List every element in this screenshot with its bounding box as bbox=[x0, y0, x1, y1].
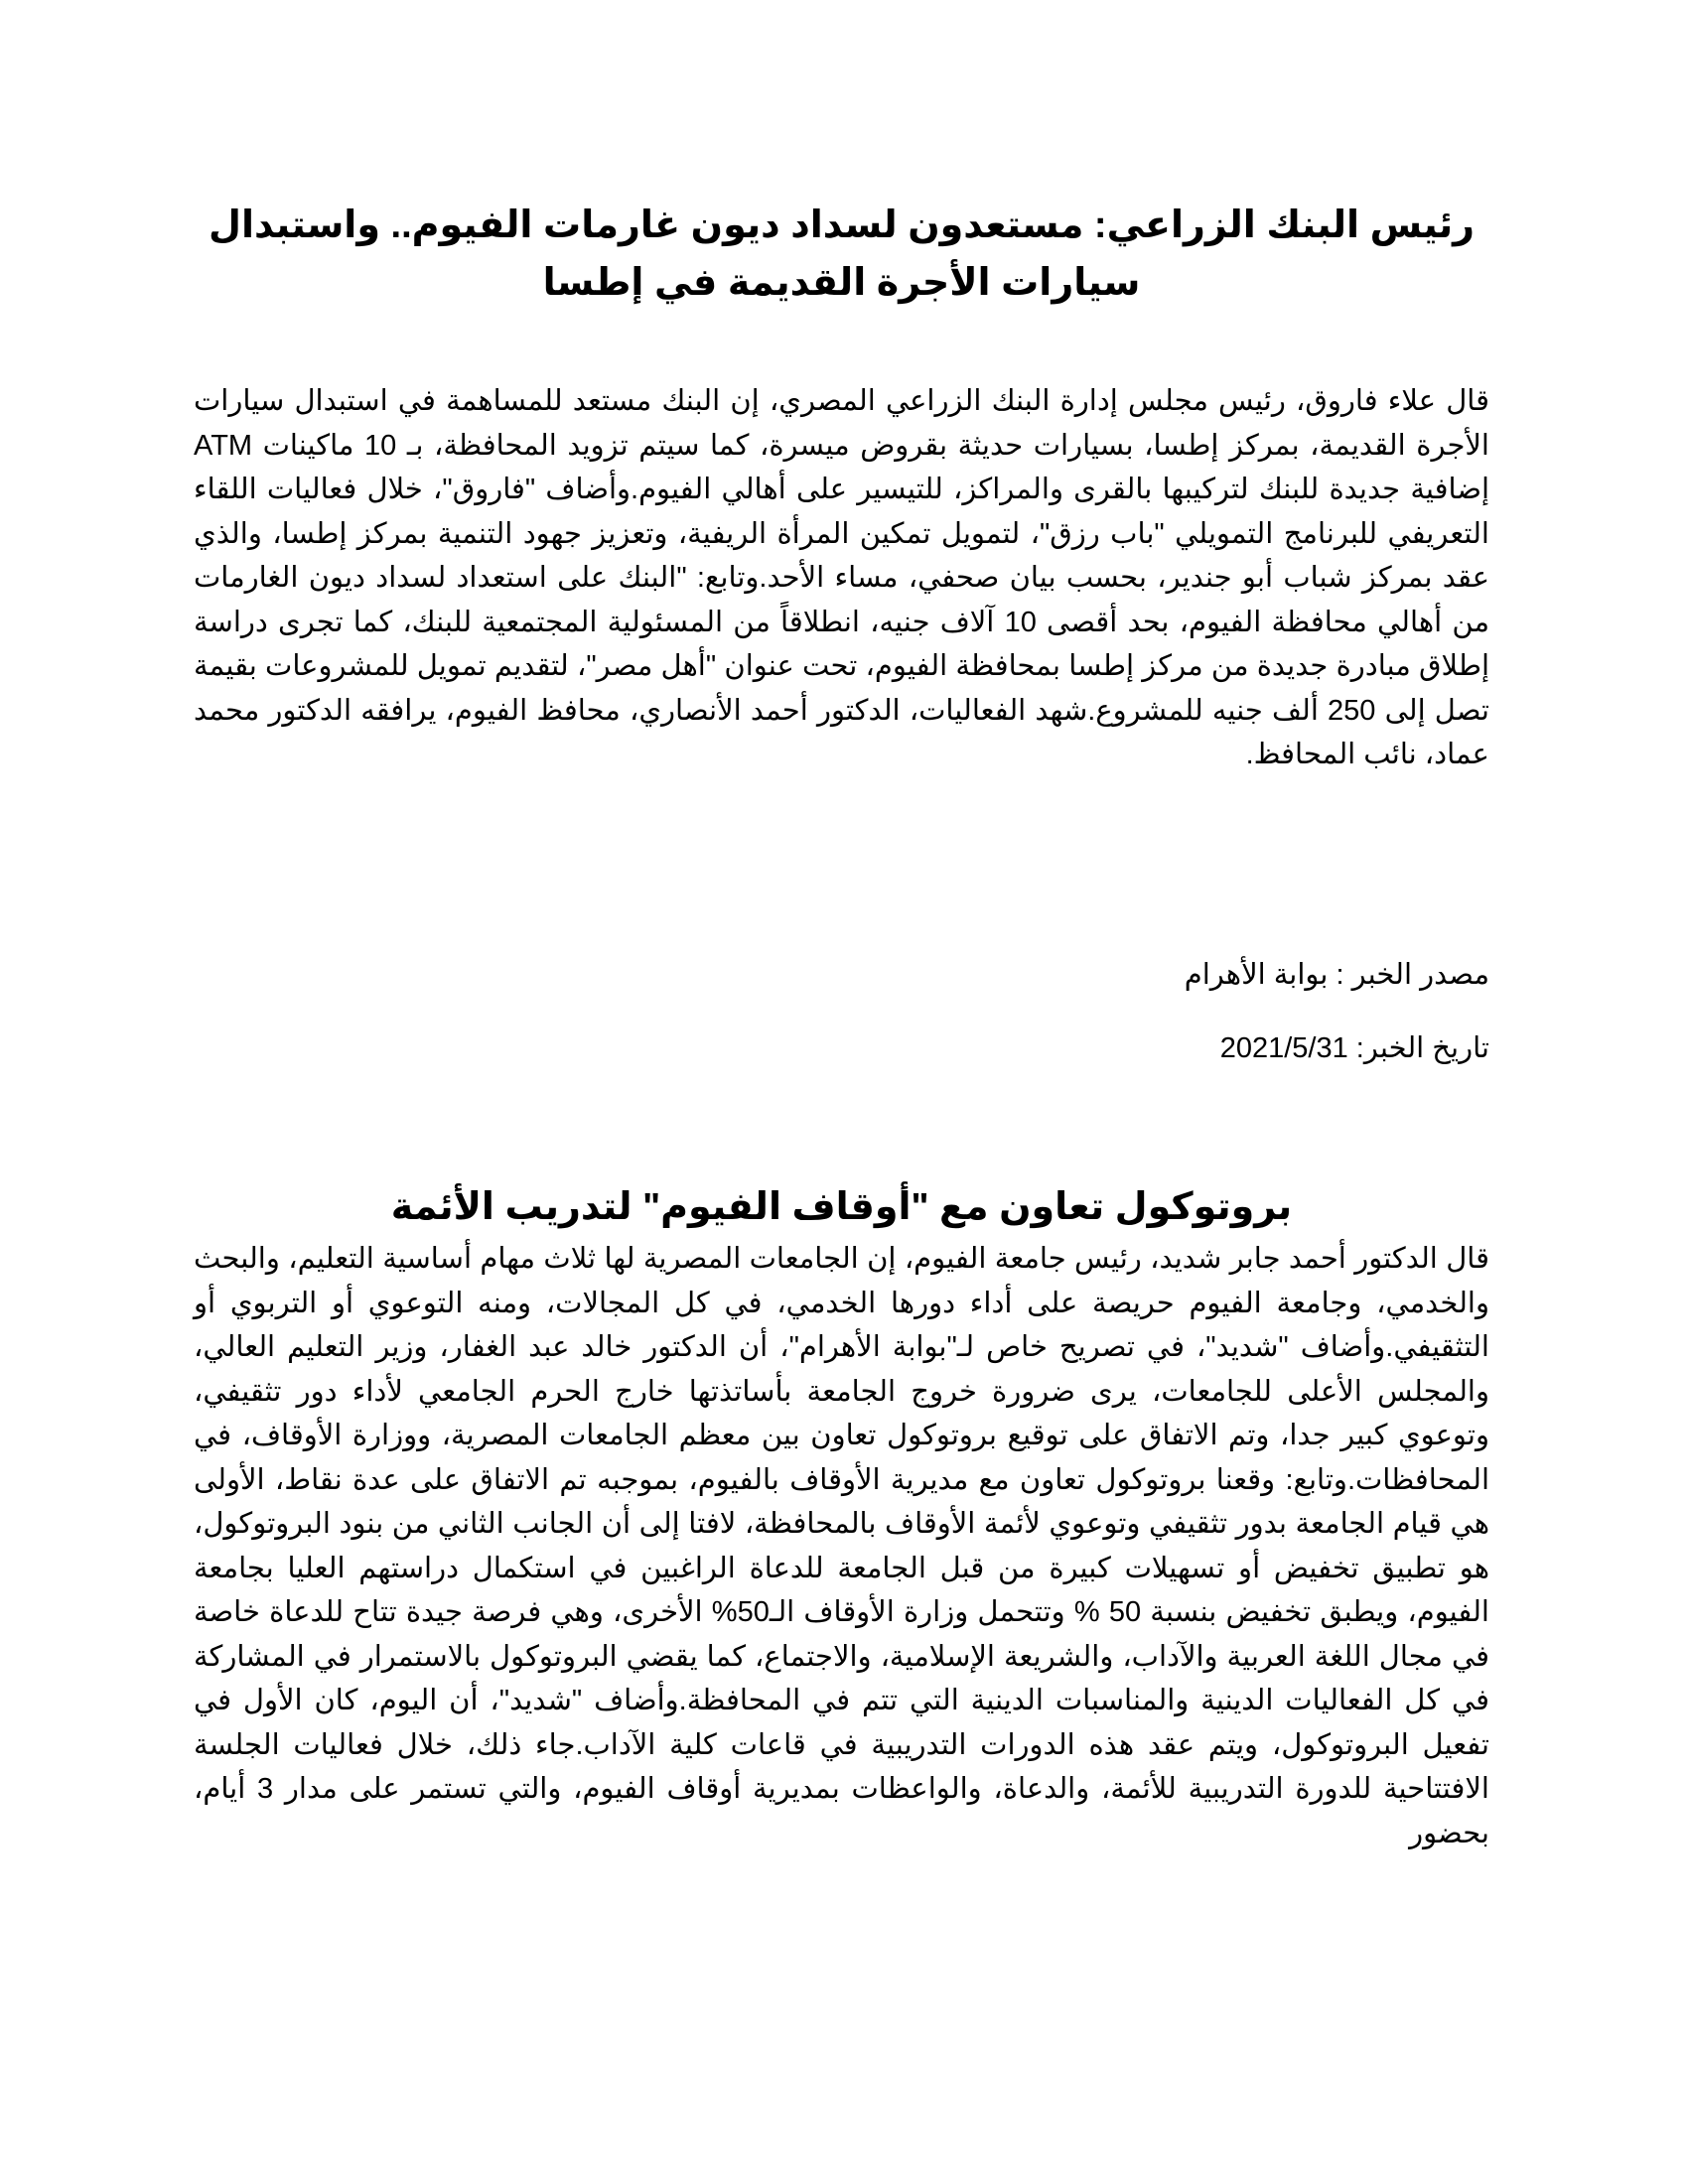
document-page bbox=[194, 0, 1489, 2184]
article-1-title: رئيس البنك الزراعي: مستعدون لسداد ديون غارمات الفيوم.. واستبدال سيارات الأجرة القديمة في إطسا bbox=[208, 205, 1476, 304]
news-source: مصدر الخبر : بوابة الأهرام bbox=[1184, 959, 1489, 991]
article-2-body: قال الدكتور أحمد جابر شديد، رئيس جامعة الفيوم، إن الجامعات المصرية لها ثلاث مهام أساسية التعليم، والبحث والخدمي، وجامعة الفيوم حريصة على أداء دورها الخدمي، في كل المجالات، ومنه التوعوي أو التربوي أو التثقيفي.وأضاف "شديد"، في تصريح خاص لـ"بوابة الأهرام"، أن الدكتور خالد عبد الغفار، وزير التعليم العالي، والمجلس الأعلى للجامعات، يرى ضرورة خروج الجامعة بأساتذتها خارج الحرم الجامعي لأداء دور تثقيفي، وتوعوي كبير جدا، وتم الاتفاق على توقيع بروتوكول تعاون بين معظم الجامعات المصرية، ووزارة الأوقاف، في المحافظات.وتابع: وقعنا بروتوكول تعاون مع مديرية الأوقاف بالفيوم، بموجبه تم الاتفاق على عدة نقاط، الأولى هي قيام الجامعة بدور تثقيفي وتوعوي لأئمة الأوقاف بالمحافظة، لافتا إلى أن الجانب الثاني من بنود البروتوكول، هو تطبيق تخفيض أو تسهيلات كبيرة من قبل الجامعة للدعاة الراغبين في استكمال دراستهم العليا بجامعة الفيوم، ويطبق تخفيض بنسبة 50 % وتتحمل وزارة الأوقاف الـ50% الأخرى، وهي فرصة جيدة تتاح للدعاة خاصة في مجال اللغة العربية والآداب، والشريعة الإسلامية، والاجتماع، كما يقضي البروتوكول بالاستمرار في المشاركة في كل الفعاليات الدينية والمناسبات الدينية التي تتم في المحافظة.وأضاف "شديد"، أن اليوم، كان الأول في تفعيل البروتوكول، ويتم عقد هذه الدورات التدريبية في قاعات كلية الآداب.جاء ذلك، خلال فعاليات الجلسة الافتتاحية للدورة التدريبية للأئمة، والدعاة، والواعظات بمديرية أوقاف الفيوم، والتي تستمر على مدار 3 أيام، بحضور bbox=[194, 1243, 1489, 1849]
article-2-title: بروتوكول تعاون مع "أوقاف الفيوم" لتدريب الأئمة bbox=[390, 1186, 1293, 1228]
article-1-body: قال علاء فاروق، رئيس مجلس إدارة البنك الزراعي المصري، إن البنك مستعد للمساهمة في استبدال سيارات الأجرة القديمة، بمركز إطسا، بسيارات حديثة بقروض ميسرة، كما سيتم تزويد المحافظة، بـ 10 ماكينات ATM إضافية جديدة للبنك لتركيبها بالقرى والمراكز، للتيسير على أهالي الفيوم.وأضاف "فاروق"، خلال فعاليات اللقاء التعريفي للبرنامج التمويلي "باب رزق"، لتمويل تمكين المرأة الريفية، وتعزيز جهود التنمية بمركز إطسا، والذي عقد بمركز شباب أبو جندير، بحسب بيان صحفي، مساء الأحد.وتابع: "البنك على استعداد لسداد ديون الغارمات من أهالي محافظة الفيوم، بحد أقصى 10 آلاف جنيه، انطلاقاً من المسئولية المجتمعية للبنك، كما تجرى دراسة إطلاق مبادرة جديدة من مركز إطسا بمحافظة الفيوم، تحت عنوان "أهل مصر"، لتقديم تمويل للمشروعات بقيمة تصل إلى 250 ألف جنيه للمشروع.شهد الفعاليات، الدكتور أحمد الأنصاري، محافظ الفيوم، يرافقه الدكتور محمد عماد، نائب المحافظ. bbox=[194, 385, 1489, 770]
news-date: تاريخ الخبر: 2021/5/31 bbox=[1219, 1032, 1489, 1064]
